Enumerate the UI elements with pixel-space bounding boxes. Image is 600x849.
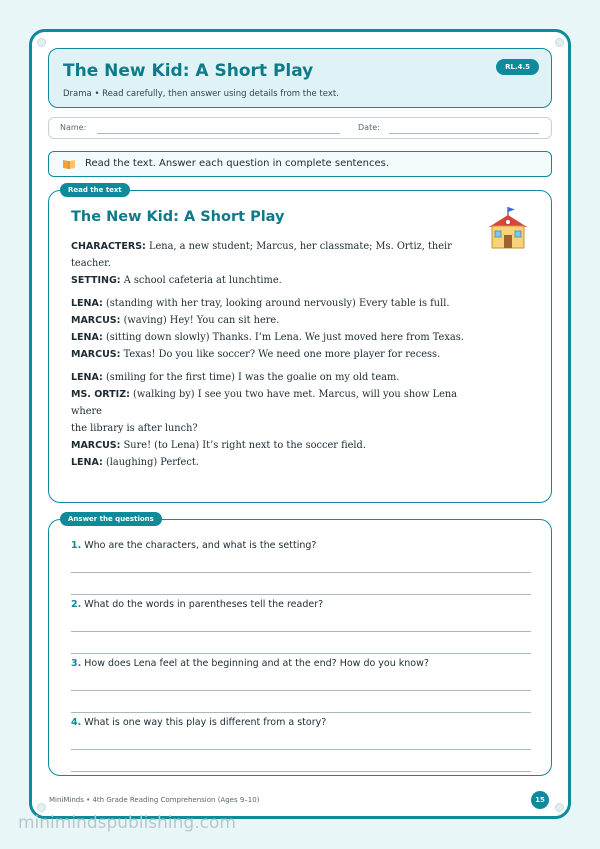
dialogue-text: (smiling for the first time) I was the goalie on my old team. [105, 372, 400, 383]
play-text [71, 238, 481, 477]
name-field[interactable] [97, 133, 340, 134]
dialogue-line [71, 437, 481, 454]
dialogue-text: Sure! (to Lena) It’s right next to the soccer field. [123, 440, 366, 451]
dialogue-block [71, 295, 481, 363]
dialogue-text: (standing with her tray, looking around nervously) Every table is full. [105, 298, 450, 309]
worksheet-title: The New Kid: A Short Play [63, 61, 314, 81]
watermark: minimindspublishing.com [18, 813, 236, 833]
dialogue-line [71, 329, 481, 346]
corner-dot [555, 803, 564, 812]
speaker-name: LENA: [71, 298, 103, 309]
characters-text: Lena, a new student; Marcus, her classmate; Ms. Ortiz, their [148, 241, 452, 252]
dialogue-line [71, 386, 481, 420]
speaker-name: LENA: [71, 457, 103, 468]
read-section-tab: Read the text [60, 183, 130, 197]
question-number: 1. [71, 540, 82, 551]
question-number: 4. [71, 717, 82, 728]
characters-text-cont: teacher. [71, 258, 111, 269]
setting-text: A school cafeteria at lunchtime. [123, 275, 282, 286]
question-1 [71, 540, 316, 551]
speaker-name: MS. ORTIZ: [71, 389, 130, 400]
date-label: Date: [358, 123, 380, 132]
characters-label: CHARACTERS: [71, 241, 146, 252]
dialogue-line [71, 369, 481, 386]
play-title: The New Kid: A Short Play [71, 209, 285, 225]
name-label: Name: [60, 123, 87, 132]
answer-line[interactable] [71, 572, 531, 573]
footer-text: MiniMinds • 4th Grade Reading Comprehension (Ages 9–10) [49, 796, 260, 804]
dialogue-line [71, 295, 481, 312]
dialogue-text: (waving) Hey! You can sit here. [123, 315, 280, 326]
question-4 [71, 717, 326, 728]
question-number: 3. [71, 658, 82, 669]
answer-line[interactable] [71, 653, 531, 654]
dialogue-text: (walking by) I see you two have met. Marcus, will you show Lena where [71, 389, 458, 417]
questions-box [48, 519, 552, 776]
dialogue-line [71, 346, 481, 363]
school-icon [486, 205, 530, 251]
speaker-name: MARCUS: [71, 440, 121, 451]
question-text: What is one way this play is different from a story? [84, 717, 327, 728]
question-text: Who are the characters, and what is the setting? [84, 540, 317, 551]
dialogue-block [71, 369, 481, 471]
standard-badge: RL.4.5 [496, 59, 539, 75]
corner-dot [37, 38, 46, 47]
dialogue-text: (laughing) Perfect. [105, 457, 199, 468]
worksheet-header [48, 48, 552, 108]
instructions-text: Read the text. Answer each question in complete sentences. [85, 158, 390, 169]
book-icon [62, 159, 76, 170]
dialogue-line [71, 454, 481, 471]
corner-dot [555, 38, 564, 47]
speaker-name: LENA: [71, 372, 103, 383]
dialogue-text: Texas! Do you like soccer? We need one more player for recess. [123, 349, 441, 360]
characters-paragraph [71, 238, 481, 289]
dialogue-text-cont: the library is after lunch? [71, 423, 198, 434]
speaker-name: MARCUS: [71, 349, 121, 360]
date-field[interactable] [389, 133, 539, 134]
speaker-name: LENA: [71, 332, 103, 343]
questions-section-tab: Answer the questions [60, 512, 162, 526]
name-date-row [48, 117, 552, 139]
answer-line[interactable] [71, 690, 531, 691]
dialogue-text: (sitting down slowly) Thanks. I’m Lena. We just moved here from Texas. [105, 332, 464, 343]
answer-line[interactable] [71, 749, 531, 750]
answer-line[interactable] [71, 712, 531, 713]
question-3 [71, 658, 429, 669]
question-number: 2. [71, 599, 82, 610]
instructions-box [48, 151, 552, 177]
question-text: How does Lena feel at the beginning and at the end? How do you know? [84, 658, 429, 669]
worksheet-subtitle: Drama • Read carefully, then answer using details from the text. [63, 89, 339, 99]
question-2 [71, 599, 323, 610]
page-number: 15 [531, 791, 549, 809]
reading-passage-box [48, 190, 552, 503]
answer-line[interactable] [71, 631, 531, 632]
speaker-name: MARCUS: [71, 315, 121, 326]
dialogue-line [71, 312, 481, 329]
answer-line[interactable] [71, 771, 531, 772]
corner-dot [37, 803, 46, 812]
setting-label: SETTING: [71, 275, 121, 286]
question-text: What do the words in parentheses tell the reader? [84, 599, 324, 610]
answer-line[interactable] [71, 594, 531, 595]
